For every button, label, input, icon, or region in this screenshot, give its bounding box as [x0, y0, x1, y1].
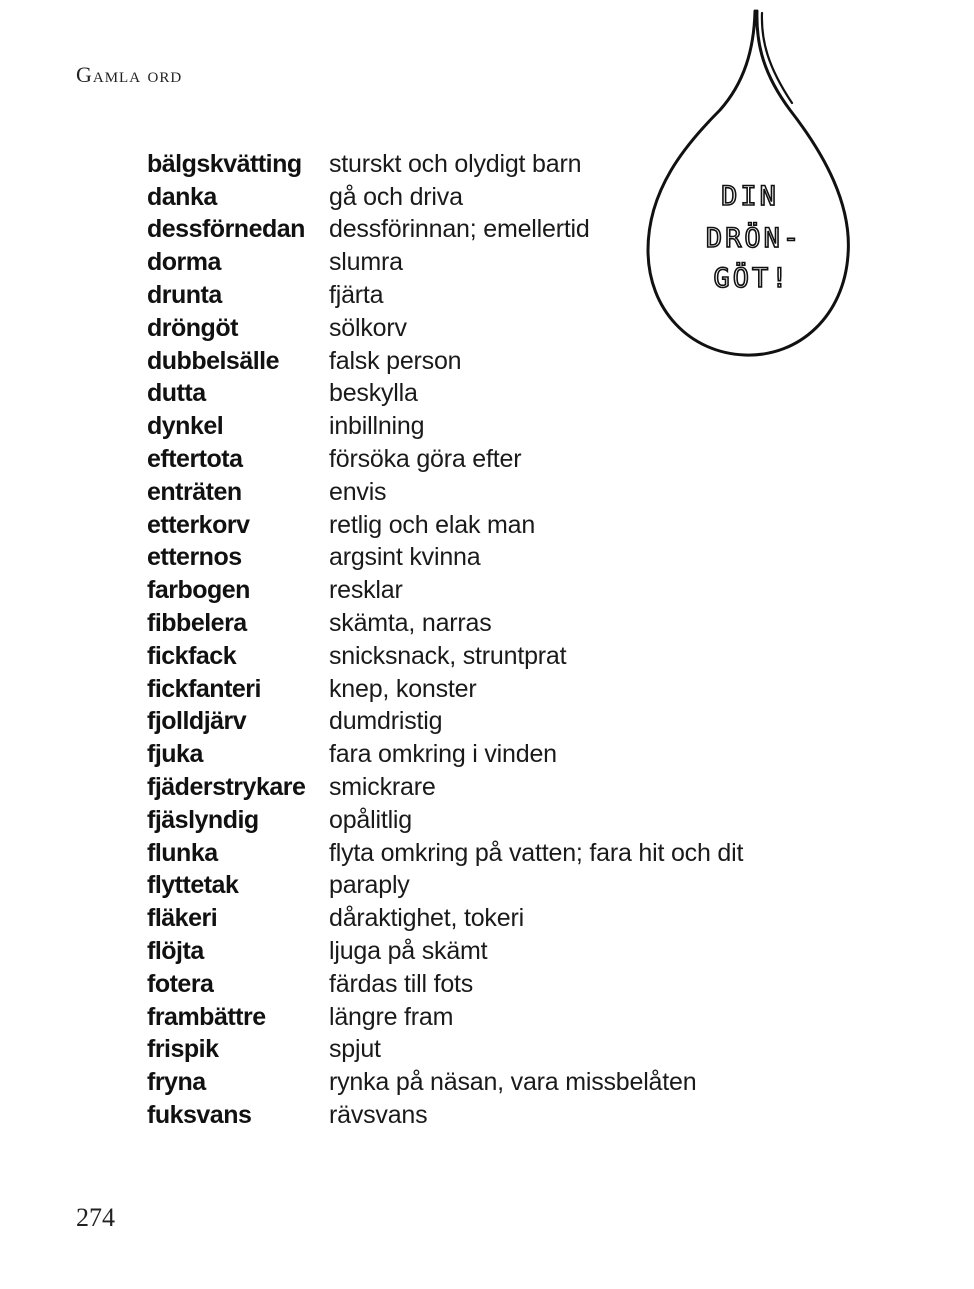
glossary-entry: [147, 574, 847, 607]
glossary-entry: [147, 214, 847, 247]
glossary-definition: rävsvans: [329, 1101, 428, 1129]
glossary-term: dessförnedan: [147, 215, 305, 244]
glossary-entry: [147, 902, 847, 935]
glossary-definition: färdas till fots: [329, 969, 474, 998]
glossary-definition: falsk person: [329, 346, 462, 375]
glossary-definition: sturskt och olydigt barn: [329, 149, 582, 178]
glossary-entry: [147, 1034, 847, 1067]
glossary-entry: [147, 771, 847, 804]
glossary-term: danka: [147, 182, 217, 211]
glossary-entry: [147, 410, 847, 443]
glossary-entry: [147, 640, 847, 673]
glossary-definition: opålitlig: [329, 805, 412, 834]
glossary-entry: [147, 181, 847, 214]
glossary-entry: [147, 378, 847, 411]
illustration-line-2: DRÖN-: [705, 223, 803, 254]
glossary-term: drunta: [147, 281, 222, 310]
glossary-entry: [147, 837, 847, 870]
glossary-definition: paraply: [329, 871, 410, 900]
glossary-list: [147, 148, 847, 1132]
glossary-entry: [147, 509, 847, 542]
glossary-entry: [147, 476, 847, 509]
glossary-term: fjolldjärv: [147, 707, 247, 736]
glossary-definition: resklar: [329, 576, 403, 605]
glossary-definition: retlig och elak man: [329, 510, 536, 539]
glossary-definition: knep, konster: [329, 674, 477, 703]
glossary-term: etterkorv: [147, 510, 250, 539]
glossary-entry: [147, 968, 847, 1001]
glossary-term: frispik: [147, 1035, 219, 1064]
glossary-entry: [147, 312, 847, 345]
glossary-entry: [147, 804, 847, 837]
glossary-definition: envis: [329, 477, 387, 506]
glossary-term: dutta: [147, 379, 206, 408]
glossary-definition: längre fram: [329, 1002, 454, 1031]
glossary-definition: snicksnack, struntprat: [329, 641, 567, 670]
glossary-definition: försöka göra efter: [329, 445, 522, 474]
glossary-term: dynkel: [147, 412, 224, 441]
glossary-definition: gå och driva: [329, 182, 463, 211]
illustration-line-3: GÖT!: [713, 263, 791, 294]
glossary-definition: fara omkring i vinden: [329, 740, 557, 769]
glossary-definition: fjärta: [329, 281, 384, 310]
glossary-definition: beskylla: [329, 379, 418, 408]
glossary-term: fuksvans: [147, 1101, 252, 1129]
glossary-term: flöjta: [147, 937, 204, 966]
glossary-term: fjäderstrykare: [147, 773, 306, 802]
glossary-definition: skämta, narras: [329, 609, 492, 638]
glossary-definition: dessförinnan; emellertid: [329, 215, 590, 244]
glossary-term: frambättre: [147, 1002, 266, 1031]
glossary-entry: [147, 542, 847, 575]
glossary-definition: slumra: [329, 248, 403, 277]
glossary-entry: [147, 706, 847, 739]
glossary-definition: dumdristig: [329, 707, 443, 736]
glossary-entry: [147, 1001, 847, 1034]
glossary-term: fläkeri: [147, 904, 218, 933]
page-number: 274: [76, 1203, 115, 1232]
glossary-entry: [147, 935, 847, 968]
illustration-line-1: DIN: [721, 181, 779, 212]
glossary-term: flyttetak: [147, 871, 239, 900]
running-header: Gamla ord: [76, 62, 183, 87]
glossary-definition: rynka på näsan, vara missbelåten: [329, 1068, 697, 1097]
glossary-term: fotera: [147, 969, 214, 998]
glossary-entry: [147, 1099, 847, 1132]
glossary-term: dorma: [147, 248, 221, 277]
glossary-term: eftertota: [147, 445, 243, 474]
glossary-term: flunka: [147, 838, 218, 867]
glossary-term: fjuka: [147, 740, 203, 769]
glossary-entry: [147, 443, 847, 476]
glossary-definition: dåraktighet, tokeri: [329, 904, 524, 933]
glossary-entry: [147, 607, 847, 640]
glossary-term: enträten: [147, 477, 242, 506]
glossary-entry: [147, 148, 847, 181]
glossary-entry: [147, 673, 847, 706]
glossary-definition: inbillning: [329, 412, 425, 441]
glossary-entry: [147, 1066, 847, 1099]
glossary-term: fibbelera: [147, 609, 247, 638]
glossary-definition: smickrare: [329, 773, 436, 802]
glossary-term: dröngöt: [147, 313, 238, 342]
glossary-definition: ljuga på skämt: [329, 937, 488, 966]
glossary-entry: [147, 279, 847, 312]
glossary-entry: [147, 246, 847, 279]
glossary-entry: [147, 870, 847, 903]
glossary-term: bälgskvätting: [147, 149, 302, 178]
glossary-term: fickfack: [147, 641, 237, 670]
glossary-definition: sölkorv: [329, 313, 407, 342]
glossary-term: fryna: [147, 1068, 206, 1097]
glossary-definition: argsint kvinna: [329, 543, 481, 572]
glossary-definition: flyta omkring på vatten; fara hit och dit: [329, 838, 744, 867]
glossary-term: fjäslyndig: [147, 805, 259, 834]
glossary-definition: spjut: [329, 1035, 381, 1064]
glossary-entry: [147, 738, 847, 771]
glossary-term: fickfanteri: [147, 674, 261, 703]
glossary-term: farbogen: [147, 576, 250, 605]
glossary-entry: [147, 345, 847, 378]
glossary-term: dubbelsälle: [147, 346, 280, 375]
glossary-term: etternos: [147, 543, 242, 572]
